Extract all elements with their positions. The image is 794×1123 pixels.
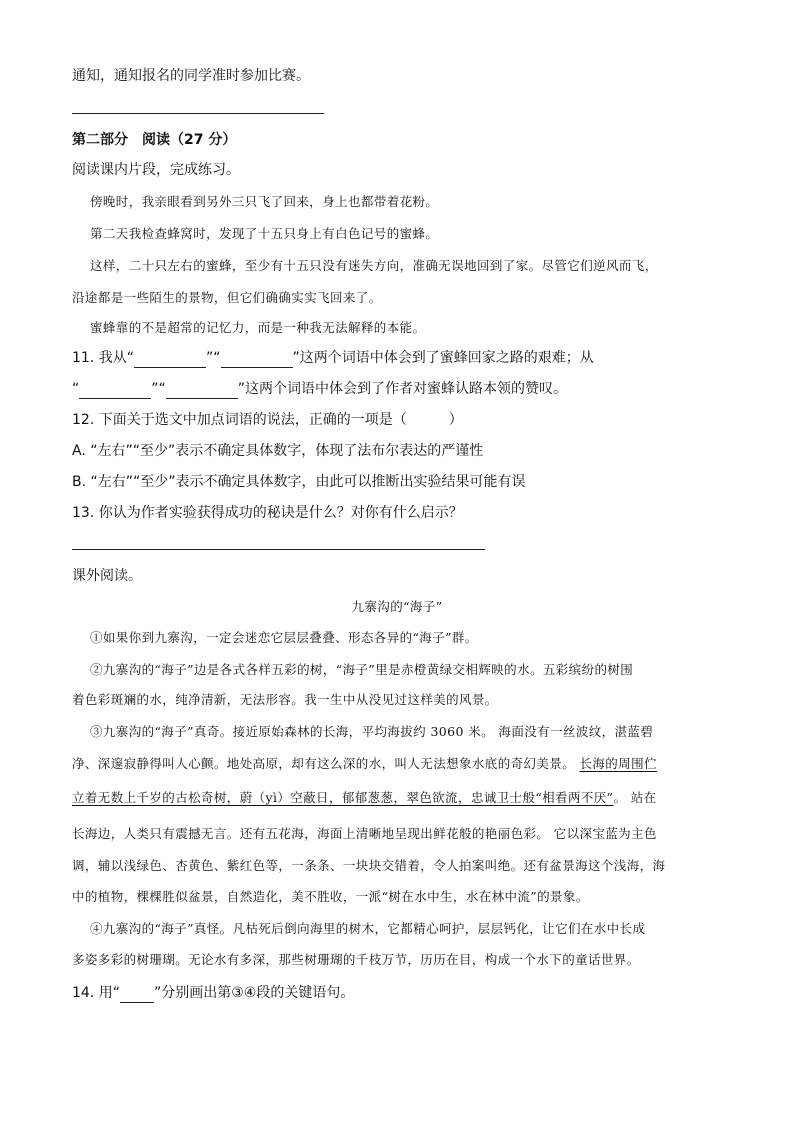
passage-line: ④九寨沟的“海子”真怪。凡枯死后倒向海里的树木，它都精心呵护，层层钙化，让它们在水中长成 (90, 921, 646, 936)
passage-line: 长海边，人类只有震撼无言。还有五花海，海面上清晰地呈现出鲜花般的艳丽色彩。 它以深宝蓝为主色 (72, 826, 657, 841)
passage-line: ②九寨沟的“海子”边是各式各样五彩的树，“海子”里是赤橙黄绿交相辉映的水。五彩缤纷的树围 (90, 662, 634, 677)
passage-line (72, 788, 734, 808)
q11-text: ”“ (151, 381, 166, 397)
passage-line (72, 754, 734, 774)
passage-line: 第二天我检查蜂窝时，发现了十五只身上有白色记号的蜜蜂。 (90, 226, 439, 241)
answer-blank[interactable] (79, 382, 151, 399)
underlined-key-sentence: 长海的周围伫 (579, 756, 657, 771)
section-heading: 第二部分 阅读（27 分） (72, 132, 237, 148)
q11-text: ”这两个词语中体会到了蜜蜂回家之路的艰难；从 (292, 350, 594, 366)
passage-title: 九寨沟的“海子” (351, 599, 443, 614)
passage-text: 净、深邃寂静得叫人心颤。地处高原，却有这么深的水，叫人无法想象水底的奇幻美景。 (72, 756, 580, 771)
passage-text: 。 站在 (613, 790, 657, 805)
q14-text: ”分别画出第③④段的关键语句。 (153, 985, 355, 1001)
question-14 (72, 983, 734, 1003)
question-number: 11. (72, 350, 95, 366)
q11-text: 我从“ (98, 350, 134, 366)
answer-line[interactable] (72, 113, 324, 114)
extra-reading-label: 课外阅读。 (72, 568, 142, 584)
question-13: 13. 你认为作者实验获得成功的秘诀是什么？对你有什么启示？ (72, 505, 463, 521)
q11-text: ”“ (205, 350, 221, 366)
underlined-key-sentence: 立着无数上千岁的古松奇树，蔚（yì）空蔽日，郁郁葱葱，翠色欲流，忠诚卫士般“相看两不厌” (72, 790, 614, 805)
question-12: 12. 下面关于选文中加点词语的说法，正确的一项是（ ） (72, 412, 463, 428)
question-11-line1 (72, 348, 734, 368)
option-a[interactable]: A. “左右”“至少”表示不确定具体数字，体现了法布尔表达的严谨性 (72, 443, 484, 459)
passage-line: 傍晚时，我亲眼看到另外三只飞了回来，身上也都带着花粉。 (90, 194, 439, 209)
q11-text: ”这两个词语中体会到了作者对蜜蜂认路本领的赞叹。 (237, 381, 568, 397)
passage-line: 着色彩斑斓的水，纯净清新，无法形容。我一生中从没见过这样美的风景。 (72, 692, 498, 707)
answer-blank[interactable] (166, 382, 238, 399)
q14-text: 14. 用“ (72, 985, 120, 1001)
option-b[interactable]: B. “左右”“至少”表示不确定具体数字，由此可以推断出实验结果可能有误 (72, 474, 526, 490)
question-11-line2 (72, 379, 734, 399)
passage-line: 这样，二十只左右的蜜蜂，至少有十五只没有迷失方向，准确无误地回到了家。尽管它们逆风而飞， (90, 258, 658, 273)
q11-text: “ (72, 381, 80, 397)
continued-text: 通知，通知报名的同学准时参加比赛。 (72, 68, 310, 84)
passage-line: ①如果你到九寨沟，一定会迷恋它层层叠叠、形态各异的“海子”群。 (90, 630, 478, 645)
instruction: 阅读课内片段，完成练习。 (72, 162, 240, 178)
answer-blank[interactable] (221, 351, 293, 368)
passage-line: 中的植物，棵棵胜似盆景，自然造化，美不胜收，一派“树在水中生，水在林中流”的景象。 (72, 889, 589, 904)
passage-line: 沿途都是一些陌生的景物，但它们确确实实飞回来了。 (72, 290, 382, 305)
passage-line: 多姿多彩的树珊瑚。无论水有多深，那些树珊瑚的千枝万节，历历在目，构成一个水下的童话世界。 (72, 952, 640, 967)
answer-line[interactable] (72, 549, 485, 550)
answer-blank[interactable] (134, 351, 206, 368)
passage-line: 调，辅以浅绿色、杏黄色、紫红色等，一条条、一块块交错着，令人拍案叫绝。还有盆景海这个浅海，海 (72, 858, 666, 873)
passage-line: ③九寨沟的“海子”真奇。接近原始森林的长海，平均海拔约 3060 米。 海面没有一丝波纹，湛蓝碧 (90, 724, 654, 739)
underline-sample (120, 986, 154, 1003)
passage-line: 蜜蜂靠的不是超常的记忆力，而是一种我无法解释的本能。 (90, 320, 426, 335)
